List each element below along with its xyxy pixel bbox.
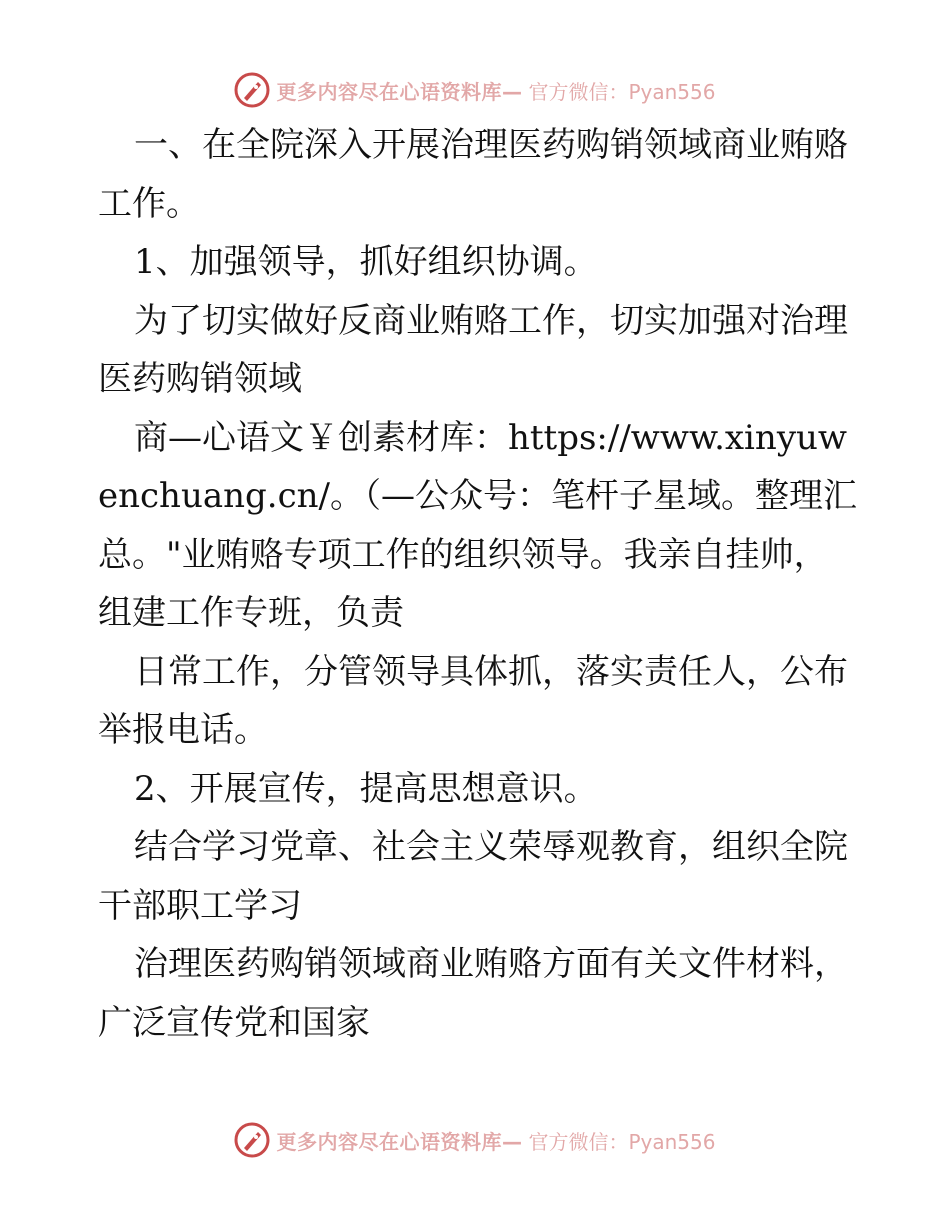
body-paragraph: 治理医药购销领域商业贿赂方面有关文件材料，广泛宣传党和国家 [98,944,848,1043]
subsection-heading: 2、开展宣传，提高思想意识。 [134,768,598,809]
pen-nib-circle-logo-icon [234,72,270,108]
header-banner [0,68,950,112]
body-paragraph: 日常工作，分管领导具体抓，落实责任人，公布举报电话。 [98,651,848,750]
footer-banner [0,1118,950,1162]
banner-wechat: 官方微信：Pyan556 [528,1129,716,1154]
section-heading: 一、在全院深入开展治理医药购销领域商业贿赂工作。 [98,125,848,224]
subsection-heading: 1、加强领导，抓好组织协调。 [134,242,598,282]
body-paragraph: 为了切实做好反商业贿赂工作，切实加强对治理医药购销领域 [98,300,848,399]
banner-wechat: 官方微信：Pyan556 [528,79,716,104]
banner-text: 更多内容尽在心语资料库— [276,79,523,104]
document-body [98,116,858,1052]
pen-nib-circle-logo-icon [234,1122,270,1158]
body-paragraph: 结合学习党章、社会主义荣辱观教育，组织全院干部职工学习 [98,827,848,926]
banner-text: 更多内容尽在心语资料库— [276,1129,523,1154]
body-paragraph-watermarked: 商—心语文￥创素材库：https://www.xinyuwenchuang.cn/。（—公众号：笔杆子星域。整理汇总。"业贿赂专项工作的组织领导。我亲自挂帅，组建工作专班，负责 [98,417,857,633]
